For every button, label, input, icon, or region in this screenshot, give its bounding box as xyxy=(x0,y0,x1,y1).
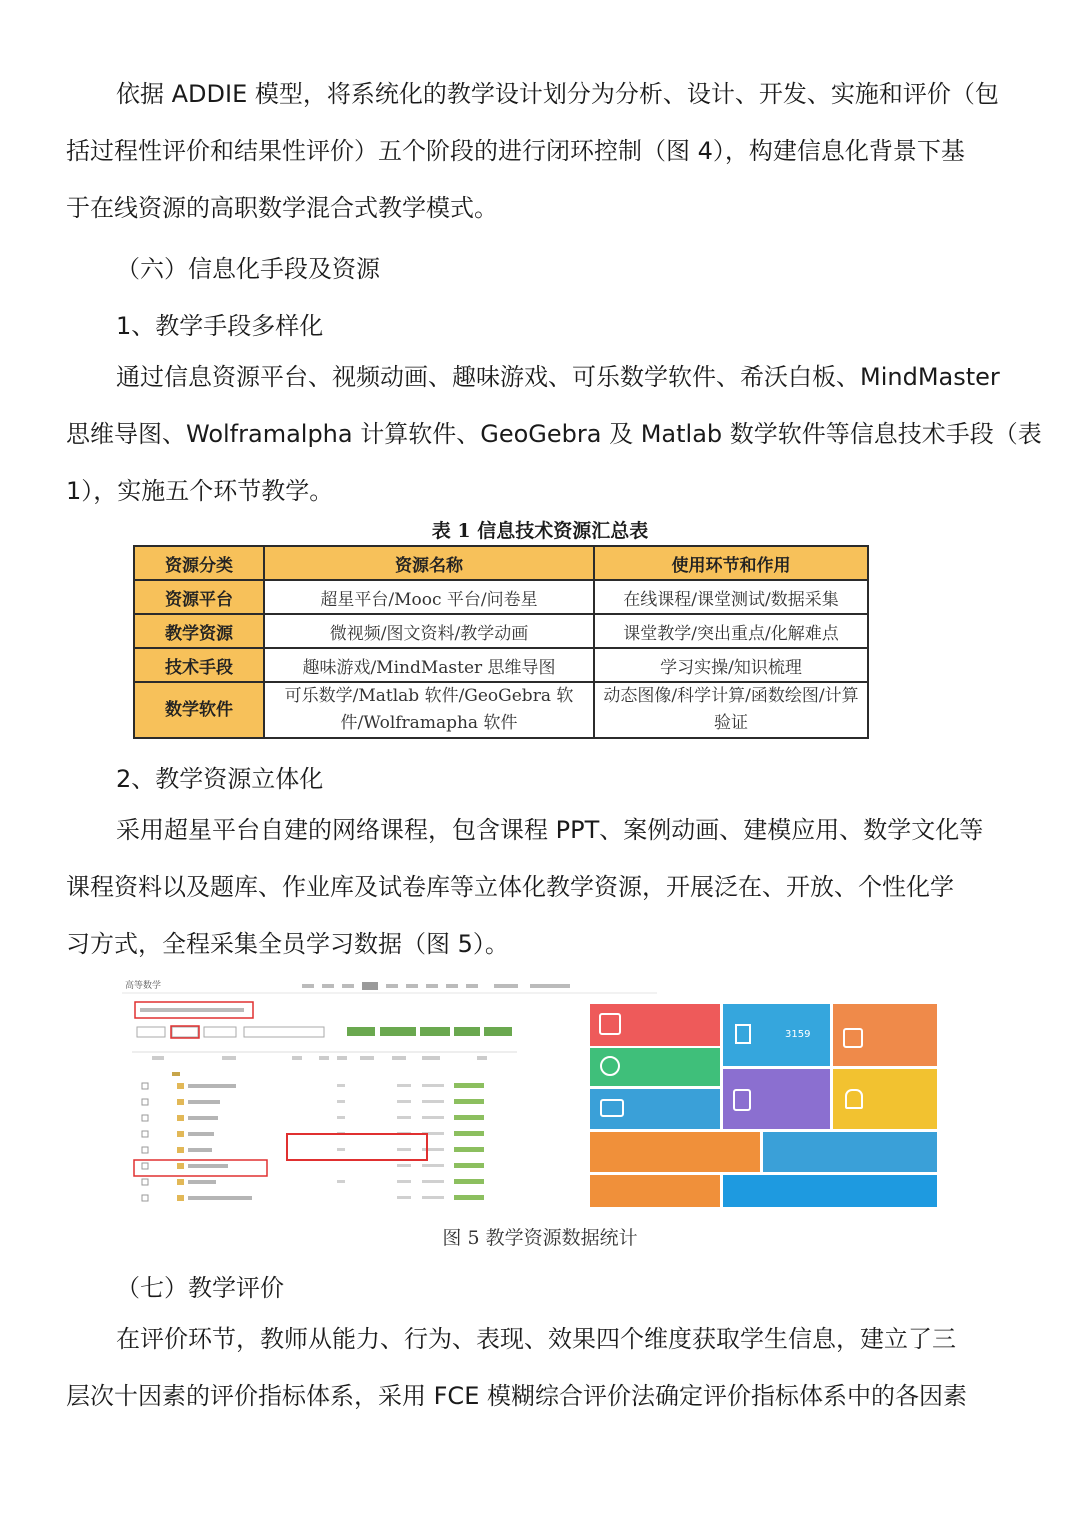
tile-homework xyxy=(590,1175,720,1207)
text-line: 习方式，全程采集全员学习数据（图 5）。 xyxy=(66,930,509,958)
visit-count: 3159 xyxy=(785,1029,811,1040)
subheading-2: 2、教学资源立体化 xyxy=(116,765,324,793)
chat-icon xyxy=(600,1099,624,1117)
table-cell-use: 学习实操/知识梳理 xyxy=(594,648,868,682)
tile-grades xyxy=(723,1069,830,1129)
table-header: 资源分类 xyxy=(134,546,264,580)
tile-chapter xyxy=(833,1004,937,1066)
text-line: 依据 ADDIE 模型，将系统化的教学设计划分为分析、设计、开发、实施和评价（包 xyxy=(116,80,999,108)
tile-analysis xyxy=(763,1132,937,1172)
table-cell-category: 教学资源 xyxy=(134,614,264,648)
table-cell-name: 可乐数学/Matlab 软件/GeoGebra 软件/Wolframapha 软件 xyxy=(264,682,594,738)
table-cell-name: 趣味游戏/MindMaster 思维导图 xyxy=(264,648,594,682)
text-line: 采用超星平台自建的网络课程，包含课程 PPT、案例动画、建模应用、数学文化等 xyxy=(116,816,984,844)
user-icon xyxy=(600,1056,620,1076)
calendar-icon xyxy=(599,1013,621,1035)
table-row xyxy=(134,580,868,614)
subheading-1: 1、教学手段多样化 xyxy=(116,312,324,340)
table-cell-category: 数学软件 xyxy=(134,682,264,738)
hourglass-icon xyxy=(735,1024,751,1044)
text-line: 在评价环节，教师从能力、行为、表现、效果四个维度获取学生信息，建立了三 xyxy=(116,1325,956,1353)
paragraph-methods xyxy=(66,349,1042,520)
table-cell-use: 课堂教学/突出重点/化解难点 xyxy=(594,614,868,648)
text-line: 层次十因素的评价指标体系，采用 FCE 模糊综合评价法确定评价指标体系中的各因素 xyxy=(66,1382,967,1410)
table-cell-use: 动态图像/科学计算/函数绘图/计算验证 xyxy=(594,682,868,738)
tile-visits xyxy=(723,1004,830,1066)
section-heading-6: （六）信息化手段及资源 xyxy=(116,255,380,283)
tile-tasks xyxy=(590,1004,720,1046)
table-header: 资源名称 xyxy=(264,546,594,580)
text-line: 1），实施五个环节教学。 xyxy=(66,477,334,505)
table-cell-name: 微视频/图文资料/教学动画 xyxy=(264,614,594,648)
tile-discussion xyxy=(590,1089,720,1129)
table-row xyxy=(134,614,868,648)
tile-students xyxy=(590,1048,720,1086)
table-header-row xyxy=(134,546,868,580)
table-cell-category: 资源平台 xyxy=(134,580,264,614)
paragraph-resources xyxy=(66,802,1016,973)
resource-table xyxy=(133,545,869,739)
text-line: 思维导图、Wolframalpha 计算软件、GeoGebra 及 Matlab 数学软件等信息技术手段（表 xyxy=(66,420,1042,448)
question-bank-screenshot xyxy=(122,975,657,1210)
paragraph-addie xyxy=(66,66,1016,237)
tile-exams xyxy=(723,1175,937,1207)
text-line: 于在线资源的高职数学混合式教学模式。 xyxy=(66,194,498,222)
table-row xyxy=(134,682,868,738)
document-icon xyxy=(843,1028,863,1048)
course-title: 高等数学 xyxy=(125,981,162,991)
text-line: 通过信息资源平台、视频动画、趣味游戏、可乐数学软件、希沃白板、MindMaster xyxy=(116,363,1000,391)
table-caption: 表 1 信息技术资源汇总表 xyxy=(431,520,649,542)
text-line: 括过程性评价和结果性评价）五个阶段的进行闭环控制（图 4），构建信息化背景下基 xyxy=(66,137,965,165)
section-heading-7: （七）教学评价 xyxy=(116,1274,284,1302)
table-cell-category: 技术手段 xyxy=(134,648,264,682)
table-cell-name: 超星平台/Mooc 平台/问卷星 xyxy=(264,580,594,614)
text-line: 课程资料以及题库、作业库及试卷库等立体化教学资源，开展泛在、开放、个性化学 xyxy=(66,873,954,901)
table-cell-use: 在线课程/课堂测试/数据采集 xyxy=(594,580,868,614)
table-row xyxy=(134,648,868,682)
clipboard-icon xyxy=(733,1089,751,1111)
dashboard-tiles xyxy=(590,1004,938,1207)
figure-caption: 图 5 教学资源数据统计 xyxy=(442,1227,638,1249)
tile-notice xyxy=(833,1069,937,1129)
bell-icon xyxy=(845,1089,863,1109)
tile-progress xyxy=(590,1132,760,1172)
paragraph-evaluation xyxy=(66,1311,1016,1425)
question-bank-graphic xyxy=(122,975,657,1210)
table-header: 使用环节和作用 xyxy=(594,546,868,580)
